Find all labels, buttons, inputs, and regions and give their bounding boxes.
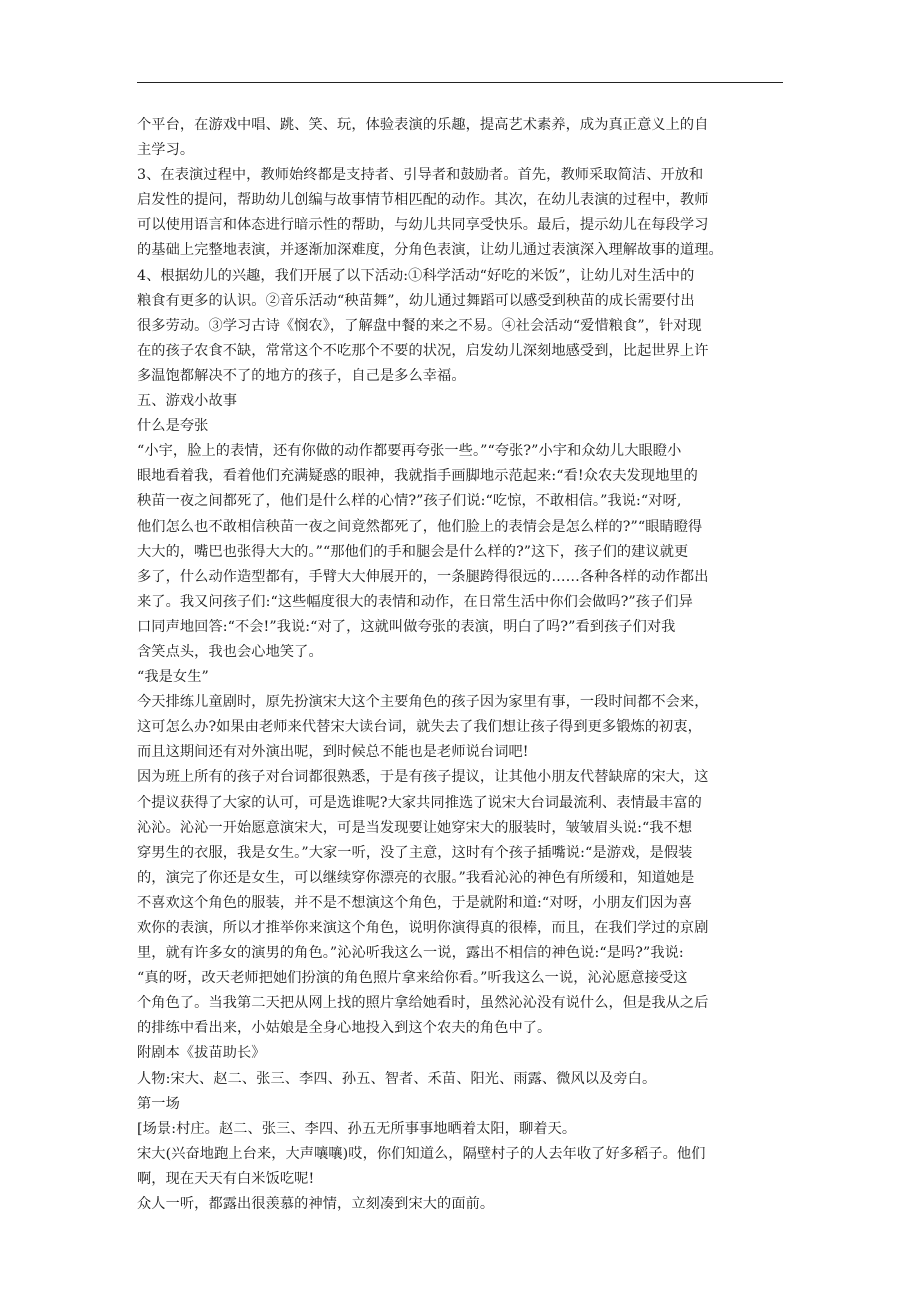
text-line: 而且这期间还有对外演出呢，到时候总不能也是老师说台词吧! — [137, 744, 529, 761]
text-line: 个角色了。当我第二天把从网上找的照片拿给她看时，虽然沁沁没有说什么，但是我从之后 — [137, 995, 709, 1012]
text-line: 穿男生的衣服，我是女生。”大家一听，没了主意，这时有个孩子插嘴说:“是游戏，是假装 — [137, 844, 693, 861]
header-rule — [137, 82, 783, 83]
text-line: 的基础上完整地表演，并逐渐加深难度，分角色表演，让幼儿通过表演深入理解故事的道理。 — [137, 242, 723, 259]
text-line: 的，演完了你还是女生，可以继续穿你漂亮的衣服。”我看沁沁的神色有所缓和，知道她是 — [137, 869, 695, 886]
text-line: “小宇，脸上的表情，还有你做的动作都要再夸张一些。”“夸张?”小宇和众幼儿大眼瞪小 — [137, 443, 682, 460]
text-line: 不喜欢这个角色的服装，并不是不想演这个角色，于是就附和道:“对呀，小朋友们因为喜 — [137, 894, 693, 911]
text-line: 今天排练儿童剧时，原先扮演宋大这个主要角色的孩子因为家里有事，一段时间都不会来， — [137, 694, 709, 711]
text-line: 因为班上所有的孩子对台词都很熟悉，于是有孩子提议，让其他小朋友代替缺席的宋大，这 — [137, 769, 709, 786]
story-title: “我是女生” — [137, 669, 209, 686]
text-line: 大大的，嘴巴也张得大大的。”“那他们的手和腿会是什么样的?”这下，孩子们的建议就更 — [137, 543, 689, 560]
text-line: 里，就有许多女的演男的角色。”沁沁听我这么一说，露出不相信的神色说:“是吗?”我说: — [137, 945, 684, 962]
text-line: 人物:宋大、赵二、张三、李四、孙五、智者、禾苗、阳光、雨露、微风以及旁白。 — [137, 1070, 657, 1087]
text-line: 眼地看着我，看着他们充满疑惑的眼神，我就指手画脚地示范起来:“看!众农夫发现地里的 — [137, 468, 698, 485]
text-line: 这可怎么办?如果由老师来代替宋大读台词，就失去了我们想让孩子得到更多锻炼的初衷， — [137, 719, 702, 736]
text-line: 很多劳动。③学习古诗《悯农》，了解盘中餐的来之不易。④社会活动“爱惜粮食”，针对现 — [137, 317, 702, 334]
text-line: 啊，现在天天有白米饭吃呢! — [137, 1170, 315, 1187]
text-line: 宋大(兴奋地跑上台来，大声嚷嚷)哎，你们知道么，隔壁村子的人去年收了好多稻子。他们 — [137, 1145, 706, 1162]
text-line: 4、根据幼儿的兴趣，我们开展了以下活动:①科学活动“好吃的米饭”，让幼儿对生活中的 — [137, 267, 695, 284]
text-line: 多了，什么动作造型都有，手臂大大伸展开的，一条腿跨得很远的……各种各样的动作都出 — [137, 568, 709, 585]
text-line: [场景:村庄。赵二、张三、李四、孙五无所事事地晒着太阳，聊着天。 — [137, 1120, 577, 1137]
text-line: 秧苗一夜之间都死了，他们是什么样的心情?”孩子们说:“吃惊，不敢相信。”我说:“对呀, — [137, 493, 682, 510]
text-line: 他们怎么也不敢相信秧苗一夜之间竟然都死了，他们脸上的表情会是怎么样的?”“眼睛瞪得 — [137, 518, 703, 535]
text-line: 的排练中看出来，小姑娘是全身心地投入到这个农夫的角色中了。 — [137, 1020, 552, 1037]
section-heading: 五、游戏小故事 — [137, 393, 238, 410]
text-line: 欢你的表演，所以才推举你来演这个角色，说明你演得真的很棒，而且，在我们学过的京剧 — [137, 920, 709, 936]
text-line: 含笑点头，我也会心地笑了。 — [137, 643, 323, 660]
script-title: 附剧本《拔苗助长》 — [137, 1045, 266, 1062]
text-line: 多温饱都解决不了的地方的孩子，自己是多么幸福。 — [137, 367, 466, 384]
story-title: 什么是夸张 — [137, 418, 209, 435]
text-line: 众人一听，都露出很羡慕的神情，立刻凑到宋大的面前。 — [137, 1196, 495, 1213]
text-line: 在的孩子农食不缺，常常这个不吃那个不要的状况，启发幼儿深刻地感受到，比起世界上许 — [137, 342, 709, 359]
text-line: 口同声地回答:“不会!”我说:“对了，这就叫做夸张的表演，明白了吗?”看到孩子们对我 — [137, 618, 676, 635]
text-line: 个提议获得了大家的认可，可是选谁呢?大家共同推选了说宋大台词最流利、表情最丰富的 — [137, 794, 702, 811]
text-line: 3、在表演过程中，教师始终都是支持者、引导者和鼓励者。首先，教师采取简洁、开放和 — [137, 167, 704, 184]
text-line: 主学习。 — [137, 142, 195, 159]
text-line: 个平台，在游戏中唱、跳、笑、玩，体验表演的乐趣，提高艺术素养，成为真正意义上的自 — [137, 117, 709, 133]
text-line: “真的呀，改天老师把她们扮演的角色照片拿来给你看。”听我这么一说，沁沁愿意接受这 — [137, 970, 688, 987]
text-line: 启发性的提问，帮助幼儿创编与故事情节相匹配的动作。其次，在幼儿表演的过程中，教师 — [137, 192, 709, 209]
document-body — [137, 113, 783, 1217]
scene-heading: 第一场 — [137, 1095, 180, 1112]
text-line: 来了。我又问孩子们:“这些幅度很大的表情和动作，在日常生活中你们会做吗?”孩子们异 — [137, 593, 693, 610]
text-line: 可以使用语言和体态进行暗示性的帮助，与幼儿共同享受快乐。最后，提示幼儿在每段学习 — [137, 217, 709, 234]
text-line: 沁沁。沁沁一开始愿意演宋大，可是当发现要让她穿宋大的服装时，皱皱眉头说:“我不想 — [137, 819, 693, 836]
text-line: 粮食有更多的认识。②音乐活动“秧苗舞”，幼儿通过舞蹈可以感受到秧苗的成长需要付出 — [137, 292, 695, 309]
